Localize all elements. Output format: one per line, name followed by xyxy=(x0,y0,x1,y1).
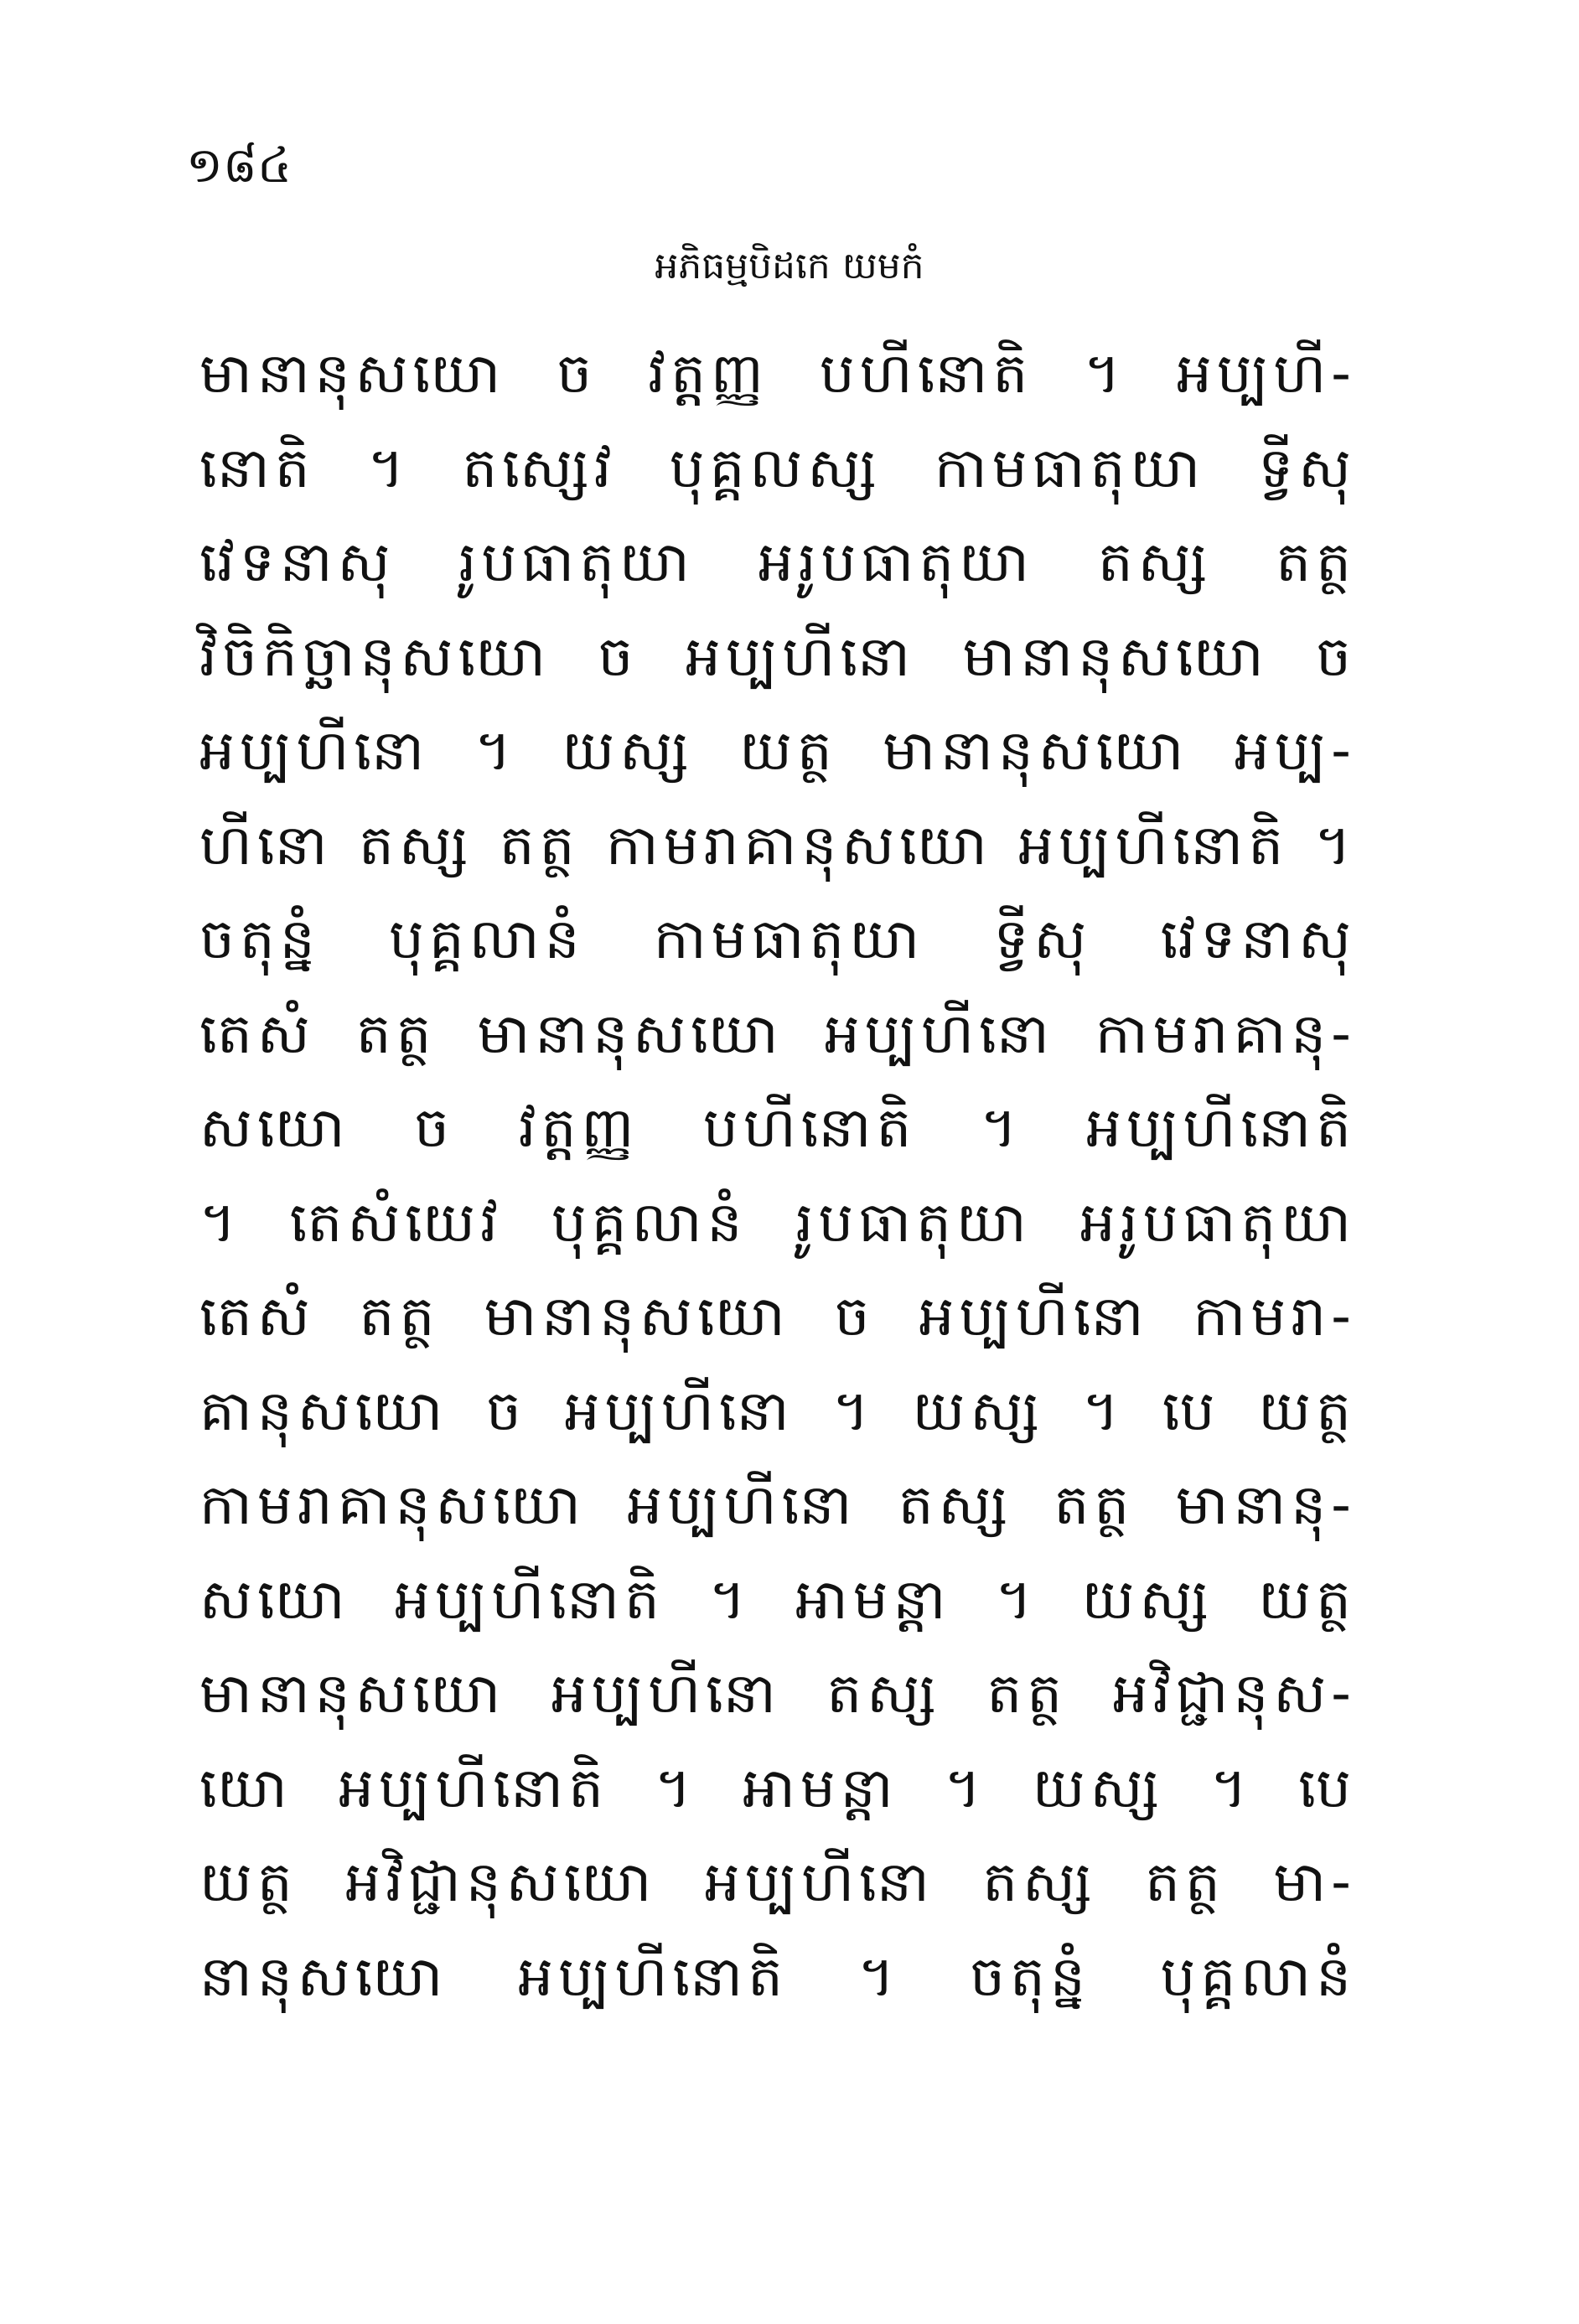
text-line: ចតុន្នំ បុគ្គលានំ កាមធាតុយា ទ្វីសុ វេទនាសុ xyxy=(199,907,1356,971)
text-line: តេសំ តត្ថ មានានុសយោ ច អប្បហីនោ កាមរា- xyxy=(199,1284,1356,1348)
page-number: ១៨៤ xyxy=(186,137,293,194)
text-line: នោតិ ។ តស្សេវ បុគ្គលស្ស កាមធាតុយា ទ្វីសុ xyxy=(199,435,1356,500)
text-line: ។ តេសំយេវ បុគ្គលានំ រូបធាតុយា អរូបធាតុយា xyxy=(199,1189,1356,1255)
text-line: វេទនាសុ រូបធាតុយា អរូបធាតុយា តស្ស តត្ថ xyxy=(199,530,1356,594)
text-line: មានានុសយោ អប្បហីនោ តស្ស តត្ថ អវិជ្ជានុស- xyxy=(199,1661,1356,1726)
text-line: តេសំ តត្ថ មានានុសយោ អប្បហីនោ កាមរាគានុ- xyxy=(199,1001,1356,1066)
text-line: វិចិកិច្ឆានុសយោ ច អប្បហីនោ មានានុសយោ ច xyxy=(199,624,1356,689)
body-text xyxy=(199,327,1356,2024)
text-line: សយោ អប្បហីនោតិ ។ អាមន្តា ។ យស្ស យត្ថ xyxy=(199,1566,1356,1632)
text-line: គានុសយោ ច អប្បហីនោ ។ យស្ស ។ បេ យត្ថ xyxy=(199,1378,1356,1443)
text-line: សយោ ច វត្តញ្ញ បហីនោតិ ។ អប្បហីនោតិ xyxy=(199,1095,1356,1160)
text-line: កាមរាគានុសយោ អប្បហីនោ តស្ស តត្ថ មានានុ- xyxy=(199,1473,1356,1537)
text-line: នានុសយោ អប្បហីនោតិ ។ ចតុន្នំ បុគ្គលានំ xyxy=(199,1944,1356,2009)
text-line: អប្បហីនោ ។ យស្ស យត្ថ មានានុសយោ អប្ប- xyxy=(199,718,1356,783)
running-head: អភិធម្មបិដកេ យមកំ xyxy=(655,245,924,287)
text-line: ហីនោ តស្ស តត្ថ កាមរាគានុសយោ អប្បហីនោតិ ។ xyxy=(199,812,1356,877)
text-line: មានានុសយោ ច វត្តញ្ញ បហីនោតិ ។ អប្បហី- xyxy=(199,341,1356,406)
text-line: យោ អប្បហីនោតិ ។ អាមន្តា ។ យស្ស ។ បេ xyxy=(199,1755,1356,1820)
text-line: យត្ថ អវិជ្ជានុសយោ អប្បហីនោ តស្ស តត្ថ មា- xyxy=(199,1850,1356,1914)
